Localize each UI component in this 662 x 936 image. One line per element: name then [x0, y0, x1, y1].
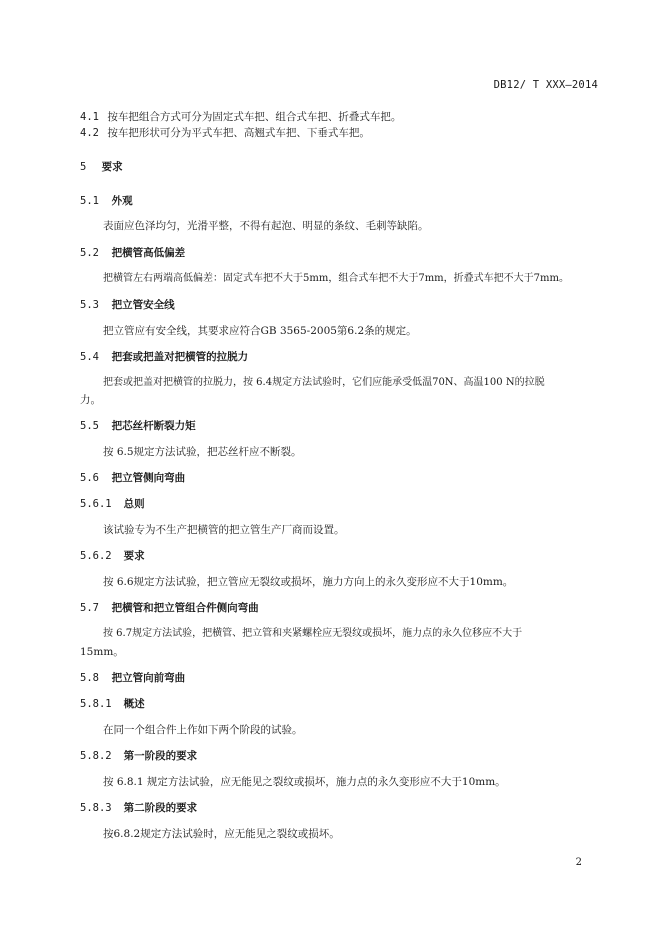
section-heading-5-7: [80, 601, 259, 615]
item-number: 4.1: [80, 111, 99, 123]
section-heading-5-8-3: [80, 801, 197, 815]
section-number: 5.2: [80, 247, 99, 259]
section-title: 把芯丝杆断裂力矩: [111, 420, 196, 432]
section-title: 把横管和把立管组合件侧向弯曲: [111, 602, 259, 614]
section-heading-5-8: [80, 671, 185, 685]
page-number: 2: [575, 857, 582, 868]
section-title: 第一阶段的要求: [123, 750, 198, 762]
section-heading-5-6-1: [80, 497, 145, 511]
section-title: 把横管高低偏差: [111, 247, 186, 259]
section-number: 5.3: [80, 299, 99, 311]
section-title: 把立管侧向弯曲: [111, 472, 186, 484]
section-title: 把套或把盖对把横管的拉脱力: [111, 351, 249, 363]
section-number: 5.6.1: [80, 498, 112, 510]
section-number: 5.8.2: [80, 750, 112, 762]
section-body-5-8-1: 在同一个组合件上作如下两个阶段的试验。: [103, 724, 303, 736]
section-number: 5.1: [80, 195, 99, 207]
section-title: 外观: [111, 195, 133, 207]
section-number: 5: [80, 161, 87, 173]
section-body-5-2: 把横管左右两端高低偏差：固定式车把不大于5mm，组合式车把不大于7mm，折叠式车把不大于7mm。: [103, 273, 569, 284]
section-heading-5: [80, 160, 123, 174]
section-heading-5-5: [80, 419, 196, 433]
section-title: 概述: [123, 698, 145, 710]
standard-code-header: DB12/ T XXX—2014: [493, 79, 598, 91]
section-body-5-8-2: 按 6.8.1 规定方法试验，应无能见之裂纹或损坏，施力点的永久变形应不大于10mm。: [103, 776, 506, 788]
section-number: 5.6.2: [80, 550, 112, 562]
section-number: 5.4: [80, 351, 99, 363]
section-heading-5-4: [80, 350, 248, 364]
section-title: 要求: [101, 161, 123, 173]
section-heading-5-6: [80, 471, 185, 485]
section-heading-5-2: [80, 246, 185, 260]
section-number: 5.8.1: [80, 698, 112, 710]
section-body-5-8-3: 按6.8.2规定方法试验时，应无能见之裂纹或损坏。: [103, 828, 340, 840]
section-number: 5.6: [80, 472, 99, 484]
section-heading-5-1: [80, 194, 133, 208]
section-number: 5.5: [80, 420, 99, 432]
section-body-5-4-line1: 把套或把盖对把横管的拉脱力，按 6.4规定方法试验时，它们应能承受低温70N、高温100 N的拉脱: [103, 377, 545, 388]
section-body-5-6-1: 该试验专为不生产把横管的把立管生产厂商而设置。: [103, 524, 345, 536]
section-body-5-5: 按 6.5规定方法试验，把芯丝杆应不断裂。: [103, 446, 302, 458]
item-4-2: [80, 126, 370, 140]
section-number: 5.8.3: [80, 802, 112, 814]
section-body-5-6-2: 按 6.6规定方法试验，把立管应无裂纹或损坏，施力方向上的永久变形应不大于10mm。: [103, 576, 514, 588]
section-body-5-7-line2: 15mm。: [80, 646, 124, 658]
item-text: 按车把形状可分为平式车把、高翘式车把、下垂式车把。: [107, 127, 370, 139]
item-text: 按车把组合方式可分为固定式车把、组合式车把、折叠式车把。: [107, 111, 402, 123]
section-heading-5-8-2: [80, 749, 197, 763]
section-body-5-4-line2: 力。: [80, 394, 101, 406]
section-title: 要求: [123, 550, 145, 562]
item-4-1: [80, 110, 401, 124]
section-body-5-3: 把立管应有安全线，其要求应符合GB 3565-2005第6.2条的规定。: [103, 325, 417, 337]
item-number: 4.2: [80, 127, 99, 139]
section-heading-5-6-2: [80, 549, 145, 563]
section-heading-5-3: [80, 298, 175, 312]
section-number: 5.7: [80, 602, 99, 614]
section-body-5-7-line1: 按 6.7规定方法试验，把横管、把立管和夹紧螺栓应无裂纹或损坏，施力点的永久位移应不大于: [103, 628, 523, 639]
section-title: 把立管安全线: [111, 299, 175, 311]
section-title: 把立管向前弯曲: [111, 672, 186, 684]
section-title: 第二阶段的要求: [123, 802, 198, 814]
section-body-5-1: 表面应色泽均匀，光滑平整，不得有起泡、明显的条纹、毛刺等缺陷。: [103, 220, 429, 232]
section-heading-5-8-1: [80, 697, 145, 711]
section-number: 5.8: [80, 672, 99, 684]
section-title: 总则: [123, 498, 145, 510]
